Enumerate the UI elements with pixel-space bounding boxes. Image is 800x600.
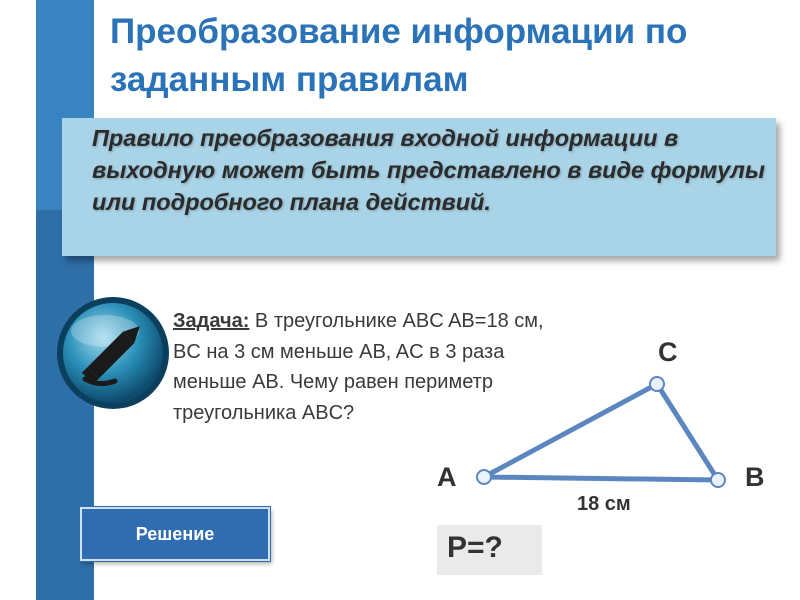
solution-button[interactable]: Решение xyxy=(80,507,270,561)
task-text xyxy=(173,306,573,428)
task-label: Задача: xyxy=(173,310,250,332)
vertex-a-label: A xyxy=(437,462,457,492)
vertex-a-dot xyxy=(477,470,491,484)
perimeter-label: P=? xyxy=(447,531,503,564)
vertex-c-dot xyxy=(650,377,664,391)
side-ab-label: 18 см xyxy=(577,493,631,515)
task-body: В треугольнике ABC AB=18 см, BC на 3 см меньше AB, AC в 3 раза меньше AB. Чему равен периметр треугольника ABC? xyxy=(173,310,544,424)
vertex-b-dot xyxy=(711,473,725,487)
vertex-b-label: B xyxy=(745,462,765,492)
slide-title: Преобразование информации по заданным правилам xyxy=(110,12,688,99)
vertex-c-label: C xyxy=(658,337,678,367)
pencil-icon xyxy=(55,295,171,411)
rule-text: Правило преобразования входной информации в выходную может быть представлено в виде формулы или подробного плана действий. xyxy=(92,125,765,215)
